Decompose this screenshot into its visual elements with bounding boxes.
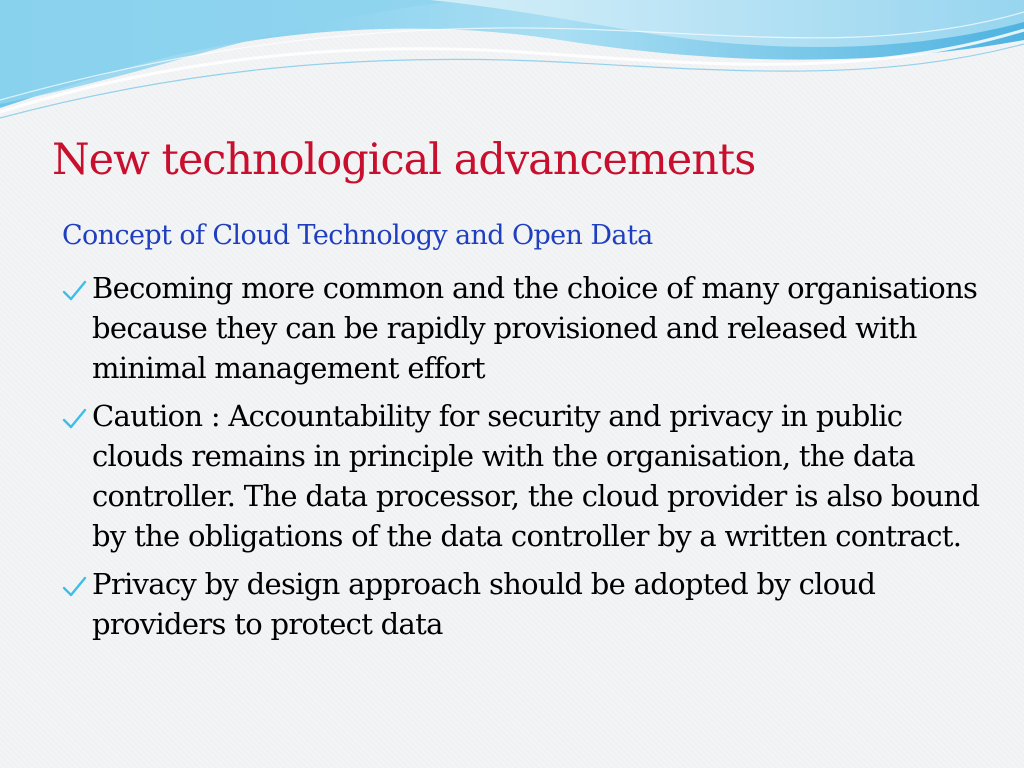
bullet-list (60, 268, 990, 652)
bullet-item (60, 396, 990, 556)
slide-subtitle: Concept of Cloud Technology and Open Data (62, 220, 653, 251)
checkmark-icon (60, 277, 88, 305)
checkmark-icon (60, 573, 88, 601)
bullet-text: Becoming more common and the choice of many organisations because they can be rapidly provisioned and released with minimal management effort (92, 271, 978, 385)
bullet-text: Caution : Accountability for security and privacy in public clouds remains in principle with the organisation, the data controller. The data processor, the cloud provider is also bound by the obligations of the data controller by a written contract. (92, 399, 980, 553)
decorative-wave-header (0, 0, 1024, 130)
slide-title: New technological advancements (52, 135, 756, 185)
bullet-item (60, 268, 990, 388)
bullet-text: Privacy by design approach should be adopted by cloud providers to protect data (92, 567, 876, 641)
bullet-item (60, 564, 990, 644)
checkmark-icon (60, 405, 88, 433)
